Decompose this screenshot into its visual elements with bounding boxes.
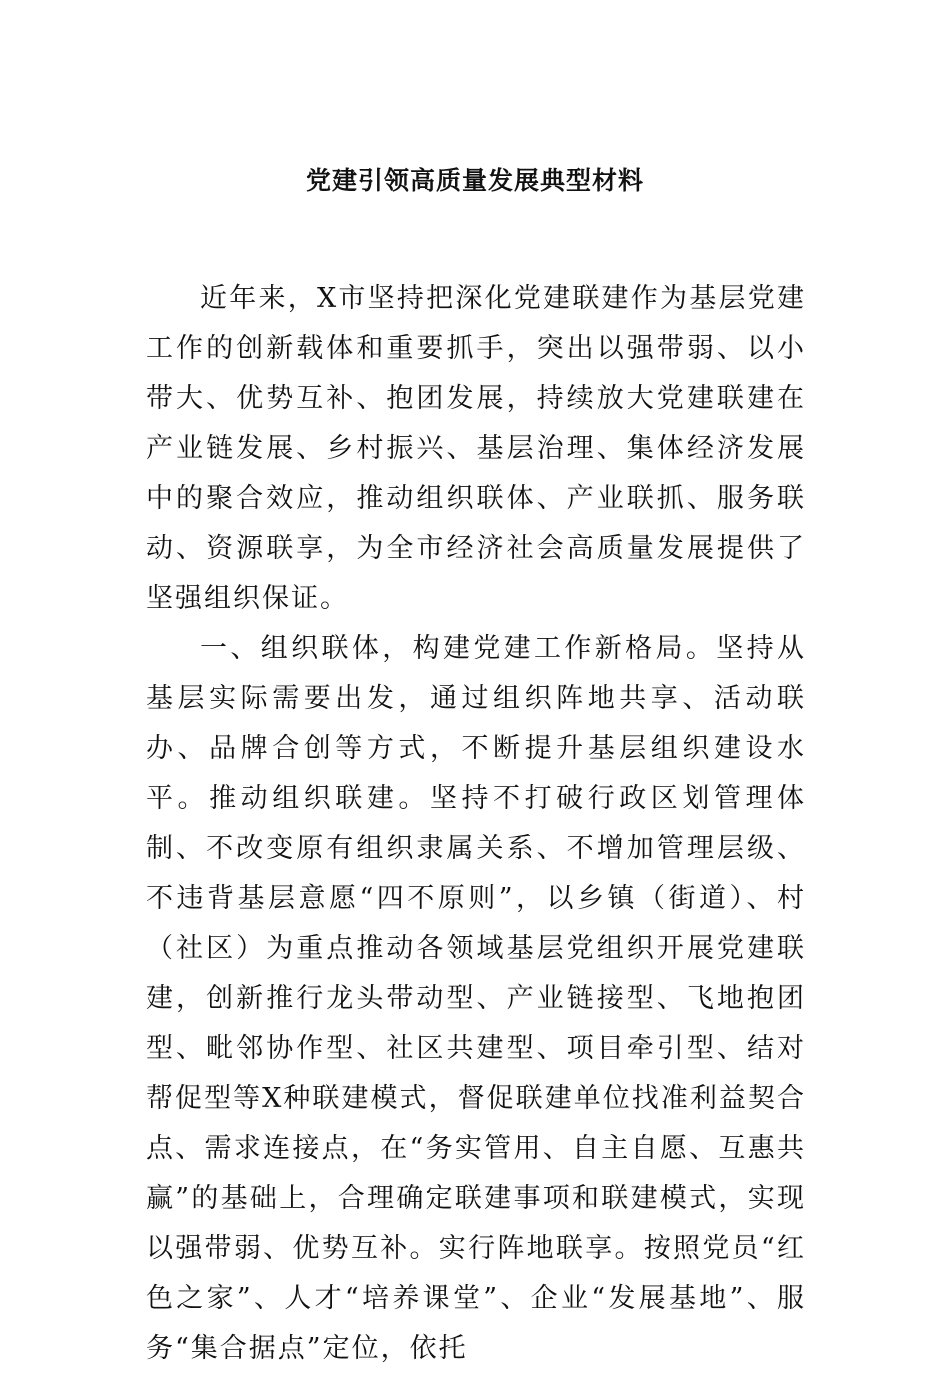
document-title: 党建引领高质量发展典型材料 [305, 166, 644, 195]
document-body [146, 274, 806, 1374]
paragraph-intro: 近年来，X市坚持把深化党建联建作为基层党建工作的创新载体和重要抓手，突出以强带弱、以小带大、优势互补、抱团发展，持续放大党建联建在产业链发展、乡村振兴、基层治理、集体经济发展中的聚合效应，推动组织联体、产业联抓、服务联动、资源联享，为全市经济社会高质量发展提供了坚强组织保证。 [146, 283, 806, 614]
paragraph-section-1: 一、组织联体，构建党建工作新格局。坚持从基层实际需要出发，通过组织阵地共享、活动联办、品牌合创等方式，不断提升基层组织建设水平。推动组织联建。坚持不打破行政区划管理体制、不改变原有组织隶属关系、不增加管理层级、不违背基层意愿“四不原则”，以乡镇（街道）、村（社区）为重点推动各领域基层党组织开展党建联建，创新推行龙头带动型、产业链接型、飞地抱团型、毗邻协作型、社区共建型、项目牵引型、结对帮促型等X种联建模式，督促联建单位找准利益契合点、需求连接点，在“务实管用、自主自愿、互惠共赢”的基础上，合理确定联建事项和联建模式，实现以强带弱、优势互补。实行阵地联享。按照党员“红色之家”、人才“培养课堂”、企业“发展基地”、服务“集合据点”定位，依托 [146, 633, 806, 1364]
